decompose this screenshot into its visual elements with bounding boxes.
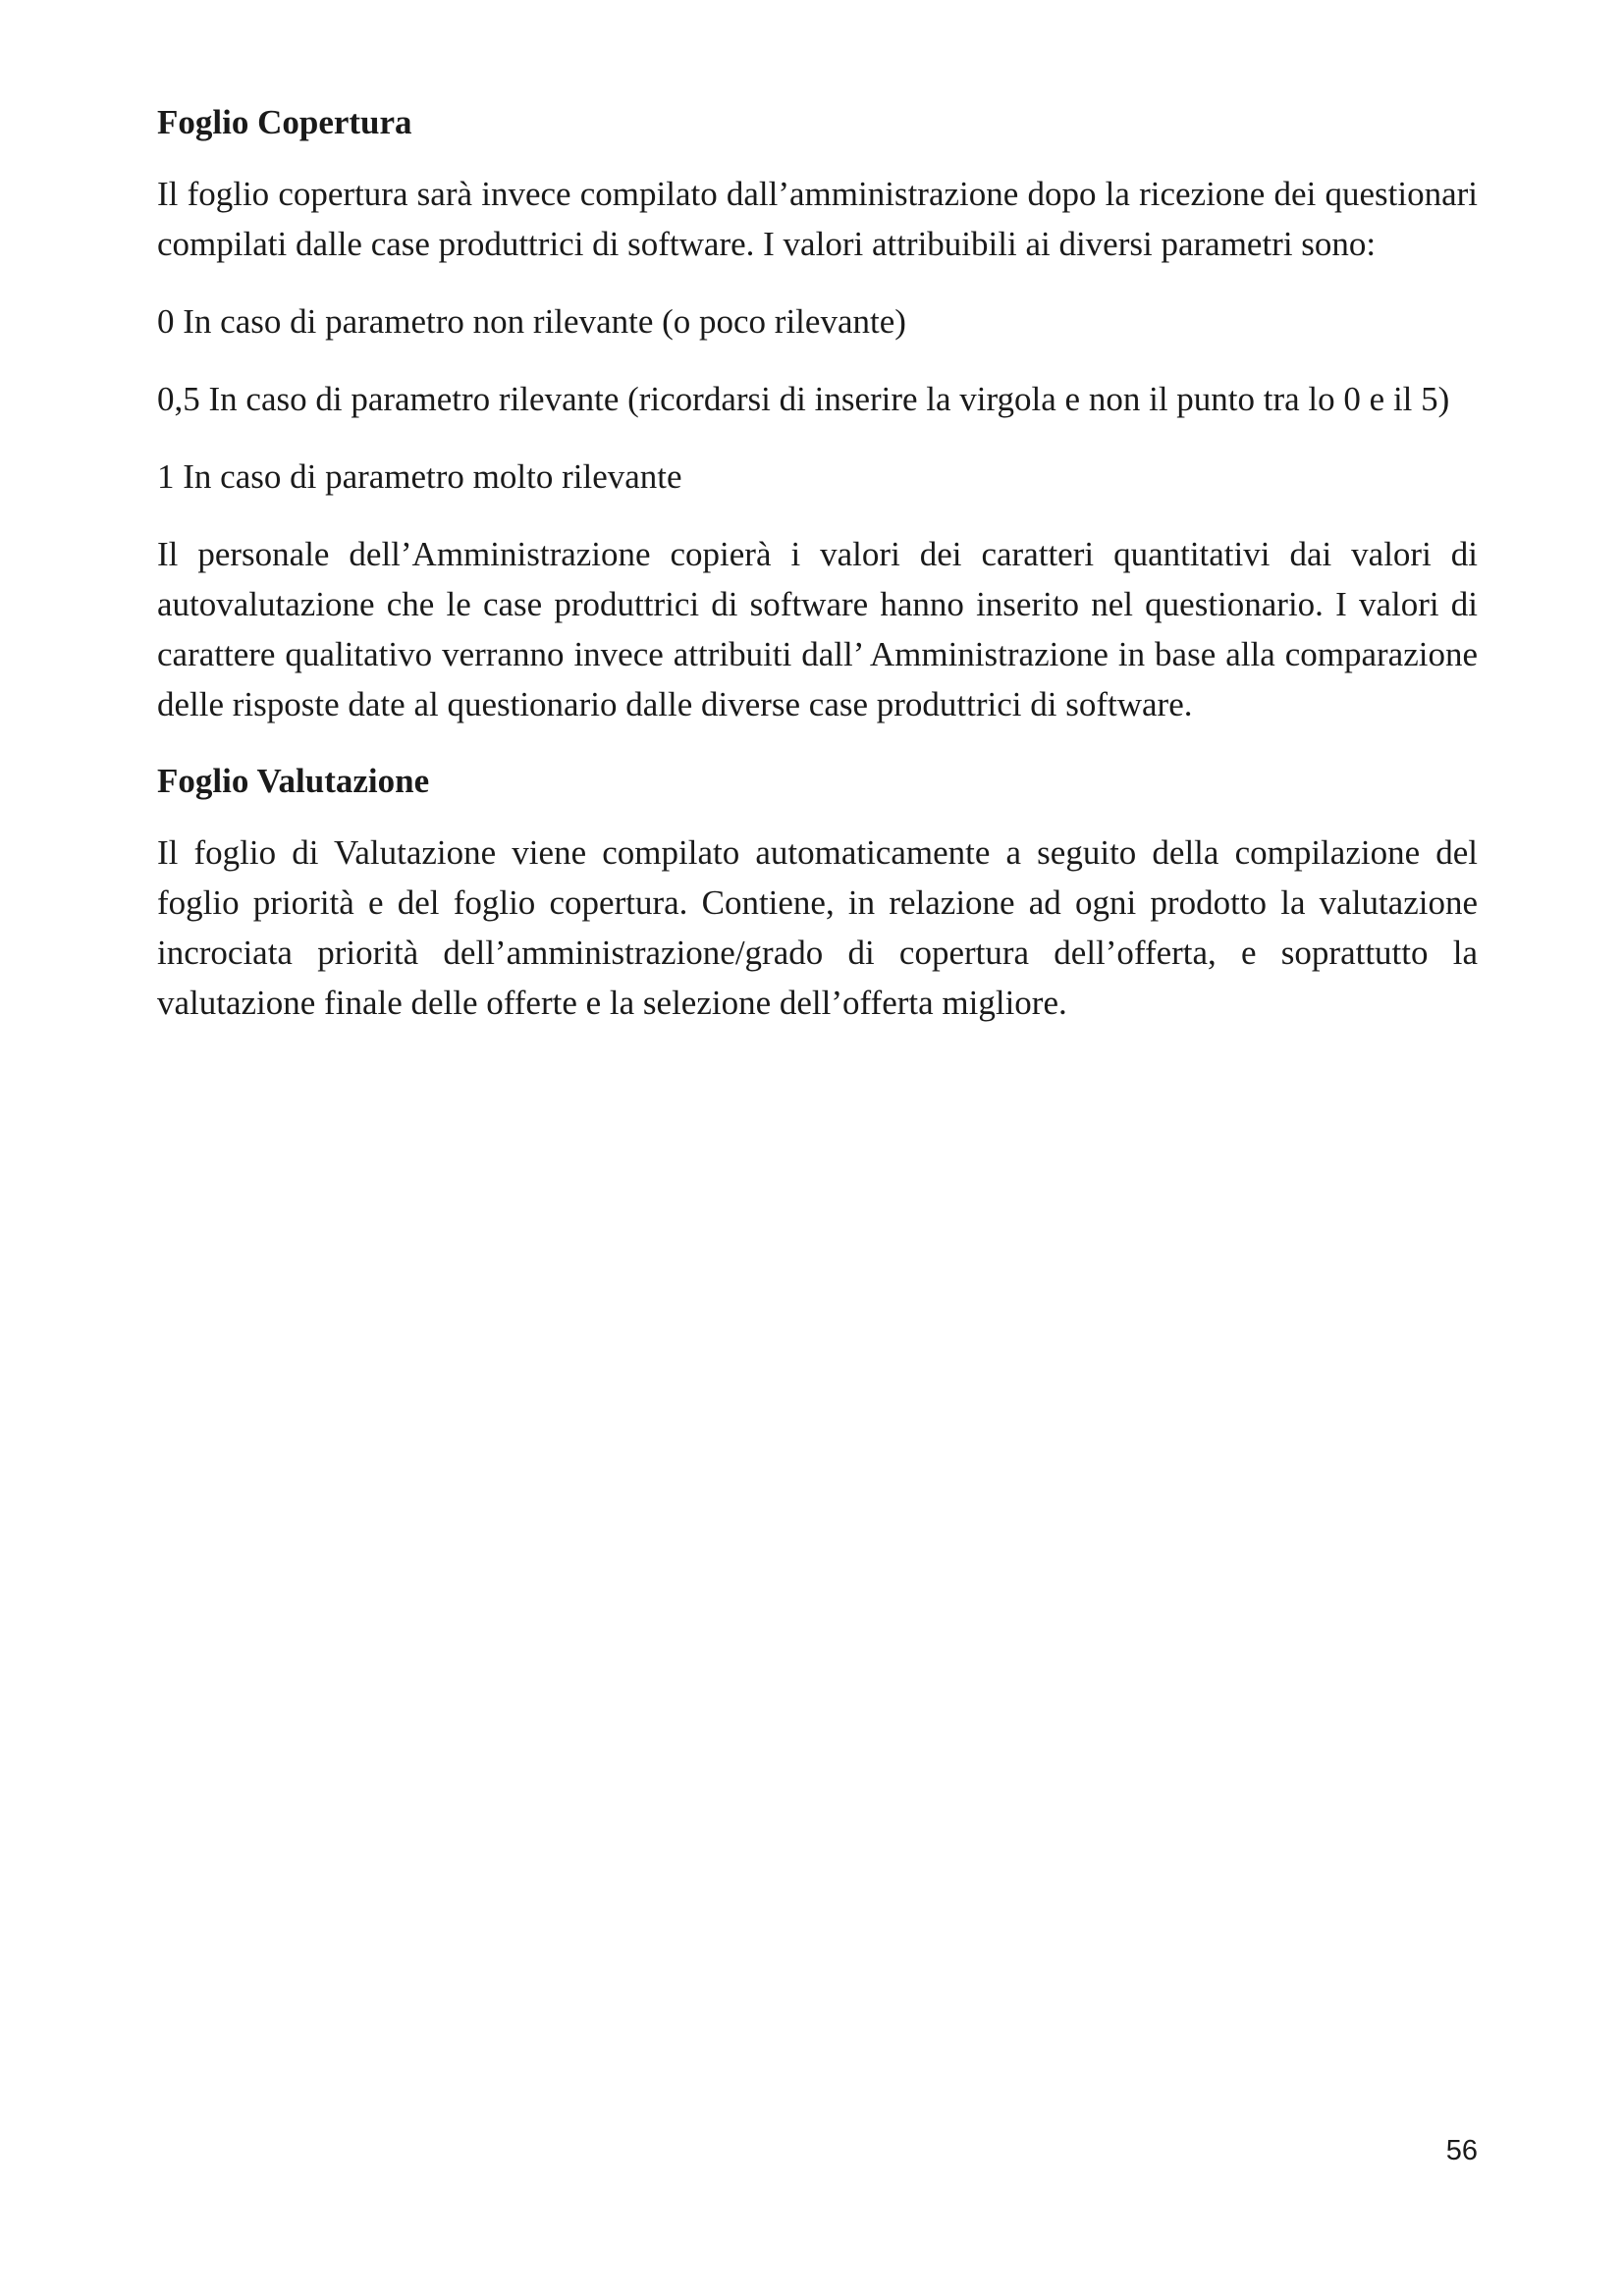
value-item-1: 1 In caso di parametro molto rilevante (157, 457, 682, 496)
value-item-0-5: 0,5 In caso di parametro rilevante (ricordarsi di inserire la virgola e non il punto tra lo 0 e il 5) (157, 380, 1450, 418)
page-number: 56 (1445, 2135, 1478, 2166)
value-item-0: 0 In caso di parametro non rilevante (o poco rilevante) (157, 302, 906, 341)
paragraph-copertura-closing: Il personale dell’Amministrazione copierà i valori dei caratteri quantitativi dai valori di autovalutazione che le case produttrici di software hanno inserito nel questionario. I valori di carattere qualitativo verranno invece attribuiti dall’ Amministrazione in base alla comparazione delle risposte date al questionario dalle diverse case produttrici di software. (157, 535, 1478, 723)
paragraph-copertura-intro: Il foglio copertura sarà invece compilato dall’amministrazione dopo la ricezione dei questionari compilati dalle case produttrici di software. I valori attribuibili ai diversi parametri sono: (157, 175, 1478, 263)
section-heading-copertura: Foglio Copertura (157, 103, 412, 141)
document-page (157, 98, 1478, 1028)
paragraph-valutazione-body: Il foglio di Valutazione viene compilato automaticamente a seguito della compilazione del foglio priorità e del foglio copertura. Contiene, in relazione ad ogni prodotto la valutazione incrociata priorità dell’amministrazione/grado di copertura dell’offerta, e soprattutto la valutazione finale delle offerte e la selezione dell’offerta migliore. (157, 833, 1478, 1022)
section-heading-valutazione: Foglio Valutazione (157, 762, 430, 800)
